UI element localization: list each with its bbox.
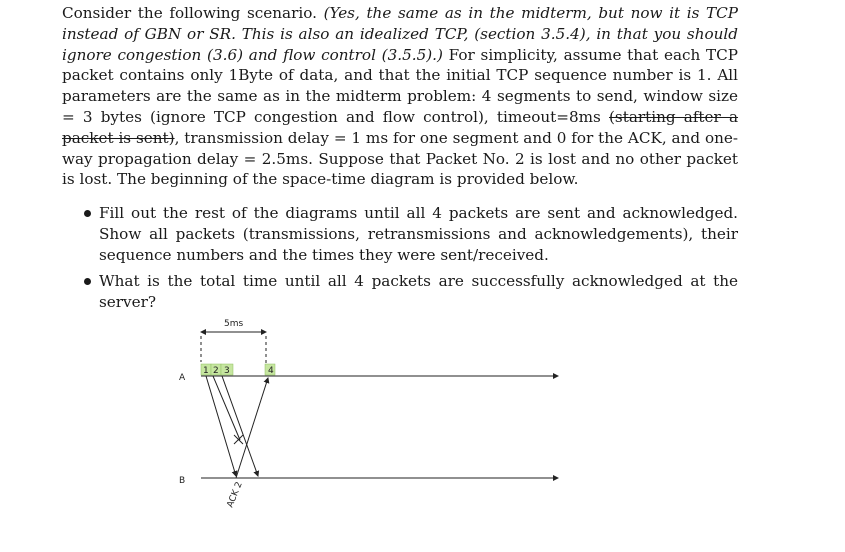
scenario-parameters: For simplicity, assume that each TCP packet contains only 1Byte of data, and that the initial TCP sequence number is 1. All parameters are the same as in the midterm problem: 4 segments to send, window size = 3 bytes (ignore TCP congestion and flow control), timeout=8ms	[62, 45, 739, 126]
ack-2-label: ACK 2	[225, 480, 245, 510]
packet-2-transmission-lost	[213, 376, 240, 440]
packet-label-2: 2	[213, 366, 219, 376]
scenario-details: , transmission delay = 1 ms for one segment and 0 for the ACK, and one-way propagation delay = 2.5ms. Suppose that Packet No. 2 is lost and no other packet is lost. The beginning of the space-time diagram is provided below.	[62, 128, 738, 189]
packet-1-transmission	[206, 376, 236, 476]
packet-label-4: 4	[268, 366, 274, 376]
packet-label-3: 3	[224, 366, 230, 376]
task-text: What is the total time until all 4 packets are successfully acknowledged at the server?	[99, 272, 738, 312]
host-a-label: A	[179, 373, 186, 383]
host-b-label: B	[179, 476, 186, 486]
struck-text: (starting after a packet is sent)	[62, 107, 739, 147]
scenario-note: (Yes, the same as in the midterm, but now it is TCP instead of GBN or SR. This is also an idealized TCP, (section 3.5.4), in that you should ignore congestion (3.6) and flow control (3.5.5).)	[62, 4, 739, 64]
timer-label: 5ms	[224, 319, 244, 329]
task-text: Fill out the rest of the diagrams until all 4 packets are sent and acknowledged. Show all packets (transmissions, retransmissions and acknowledgements), their sequence numbers and the times they were sent/received.	[99, 204, 738, 264]
packet-label-1: 1	[203, 366, 209, 376]
scenario-lead: Consider the following scenario.	[62, 4, 317, 22]
